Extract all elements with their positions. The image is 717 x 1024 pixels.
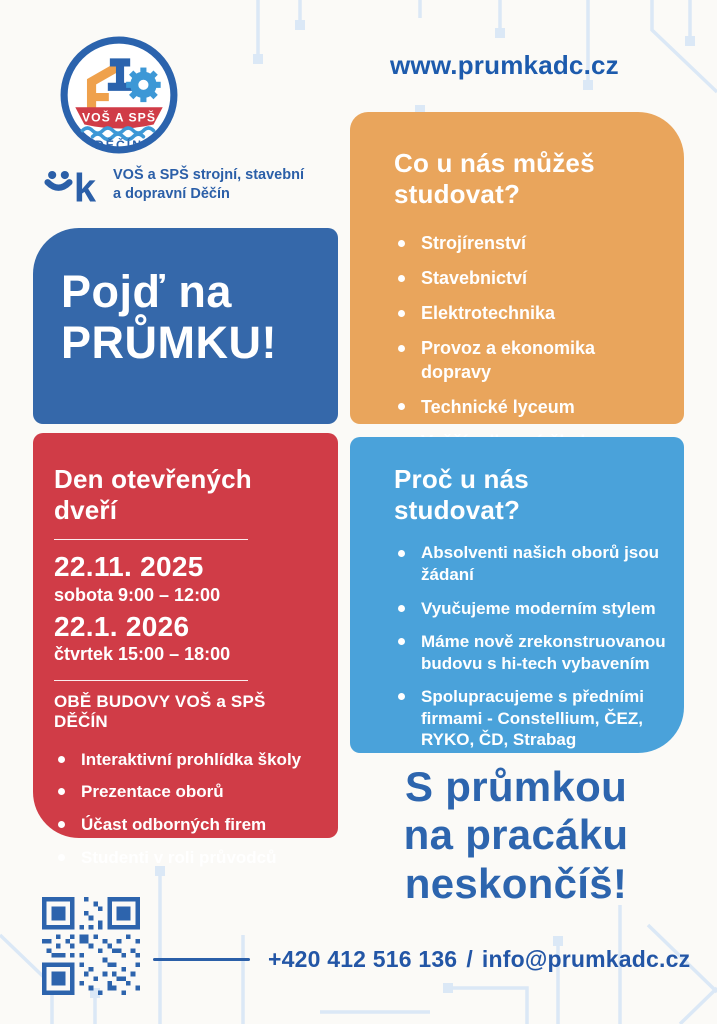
gear-icon (126, 68, 161, 103)
slogan (346, 763, 686, 908)
open-day-date-1-detail: sobota 9:00 – 12:00 (54, 584, 221, 605)
slogan-line1: S průmkou (404, 763, 628, 810)
why-study-title: Proč u nás studovat? (394, 464, 529, 526)
why-study-list (394, 542, 666, 751)
why-study-box (350, 437, 684, 753)
open-day-venue: OBĚ BUDOVY VOŠ a SPŠ DĚČÍN (54, 691, 266, 731)
slogan-line3: neskončíš! (404, 859, 628, 907)
qr-code-icon (42, 897, 140, 995)
slogan-line2: na pracáku (403, 811, 629, 859)
logo-city-text: DĚČÍN (94, 137, 144, 152)
list-item: Studenti v roli průvodců (54, 847, 324, 869)
org-name (113, 166, 304, 204)
list-item: Prezentace oborů (54, 781, 324, 803)
study-fields-title: Co u nás můžeš studovat? (394, 148, 595, 210)
study-fields-list (394, 232, 668, 453)
list-item: Účast odborných firem (54, 814, 324, 836)
cta-line1: Pojď na (61, 266, 232, 317)
phone-number[interactable]: +420 412 516 136 (268, 946, 458, 972)
open-day-box (33, 433, 338, 867)
divider (153, 958, 250, 961)
open-day-title: Den otevřených dveří (54, 464, 252, 526)
list-item: Stavebnictví (394, 267, 668, 290)
org-identity (44, 163, 304, 207)
open-day-list (54, 749, 324, 869)
list-item: Technické lyceum (394, 396, 668, 419)
list-item: Absolventi našich oborů jsou žádaní (394, 542, 666, 585)
uk-logo-letter: k (73, 166, 97, 207)
org-name-line2: a dopravní Děčín (113, 186, 230, 202)
divider (54, 680, 248, 681)
contact-row (268, 946, 690, 973)
divider (54, 539, 248, 540)
study-fields-box (350, 112, 684, 424)
list-item: Provoz a ekonomika dopravy (394, 337, 668, 383)
open-day-date-2-detail: čtvrtek 15:00 – 18:00 (54, 644, 231, 665)
school-logo (58, 34, 180, 156)
logo-banner-text: VOŠ A SPŠ (82, 110, 156, 125)
list-item: Spolupracujeme s předními firmami - Constellium, ČEZ, RYKO, ČD, Strabag (394, 686, 666, 751)
website-url[interactable]: www.prumkadc.cz (390, 50, 619, 80)
cta-line2: PRŮMKU! (61, 317, 277, 369)
list-item: Interaktivní prohlídka školy (54, 749, 324, 771)
cta-box (33, 228, 338, 424)
org-name-line1: VOŠ a SPŠ strojní, stavební (113, 167, 304, 184)
list-item: Vyučujeme moderním stylem (394, 598, 666, 620)
contact-separator: / (466, 946, 473, 972)
open-day-date-2: 22.1. 2026 (54, 610, 190, 642)
email-address[interactable]: info@prumkadc.cz (481, 946, 691, 972)
list-item: Elektrotechnika (394, 302, 668, 325)
list-item: Máme nově zrekonstruovanou budovu s hi-tech vybavením (394, 631, 666, 674)
uk-region-logo-icon (44, 163, 102, 207)
open-day-date-1: 22.11. 2025 (54, 551, 204, 583)
list-item: Strojírenství (394, 232, 668, 255)
cta-heading (61, 266, 328, 369)
